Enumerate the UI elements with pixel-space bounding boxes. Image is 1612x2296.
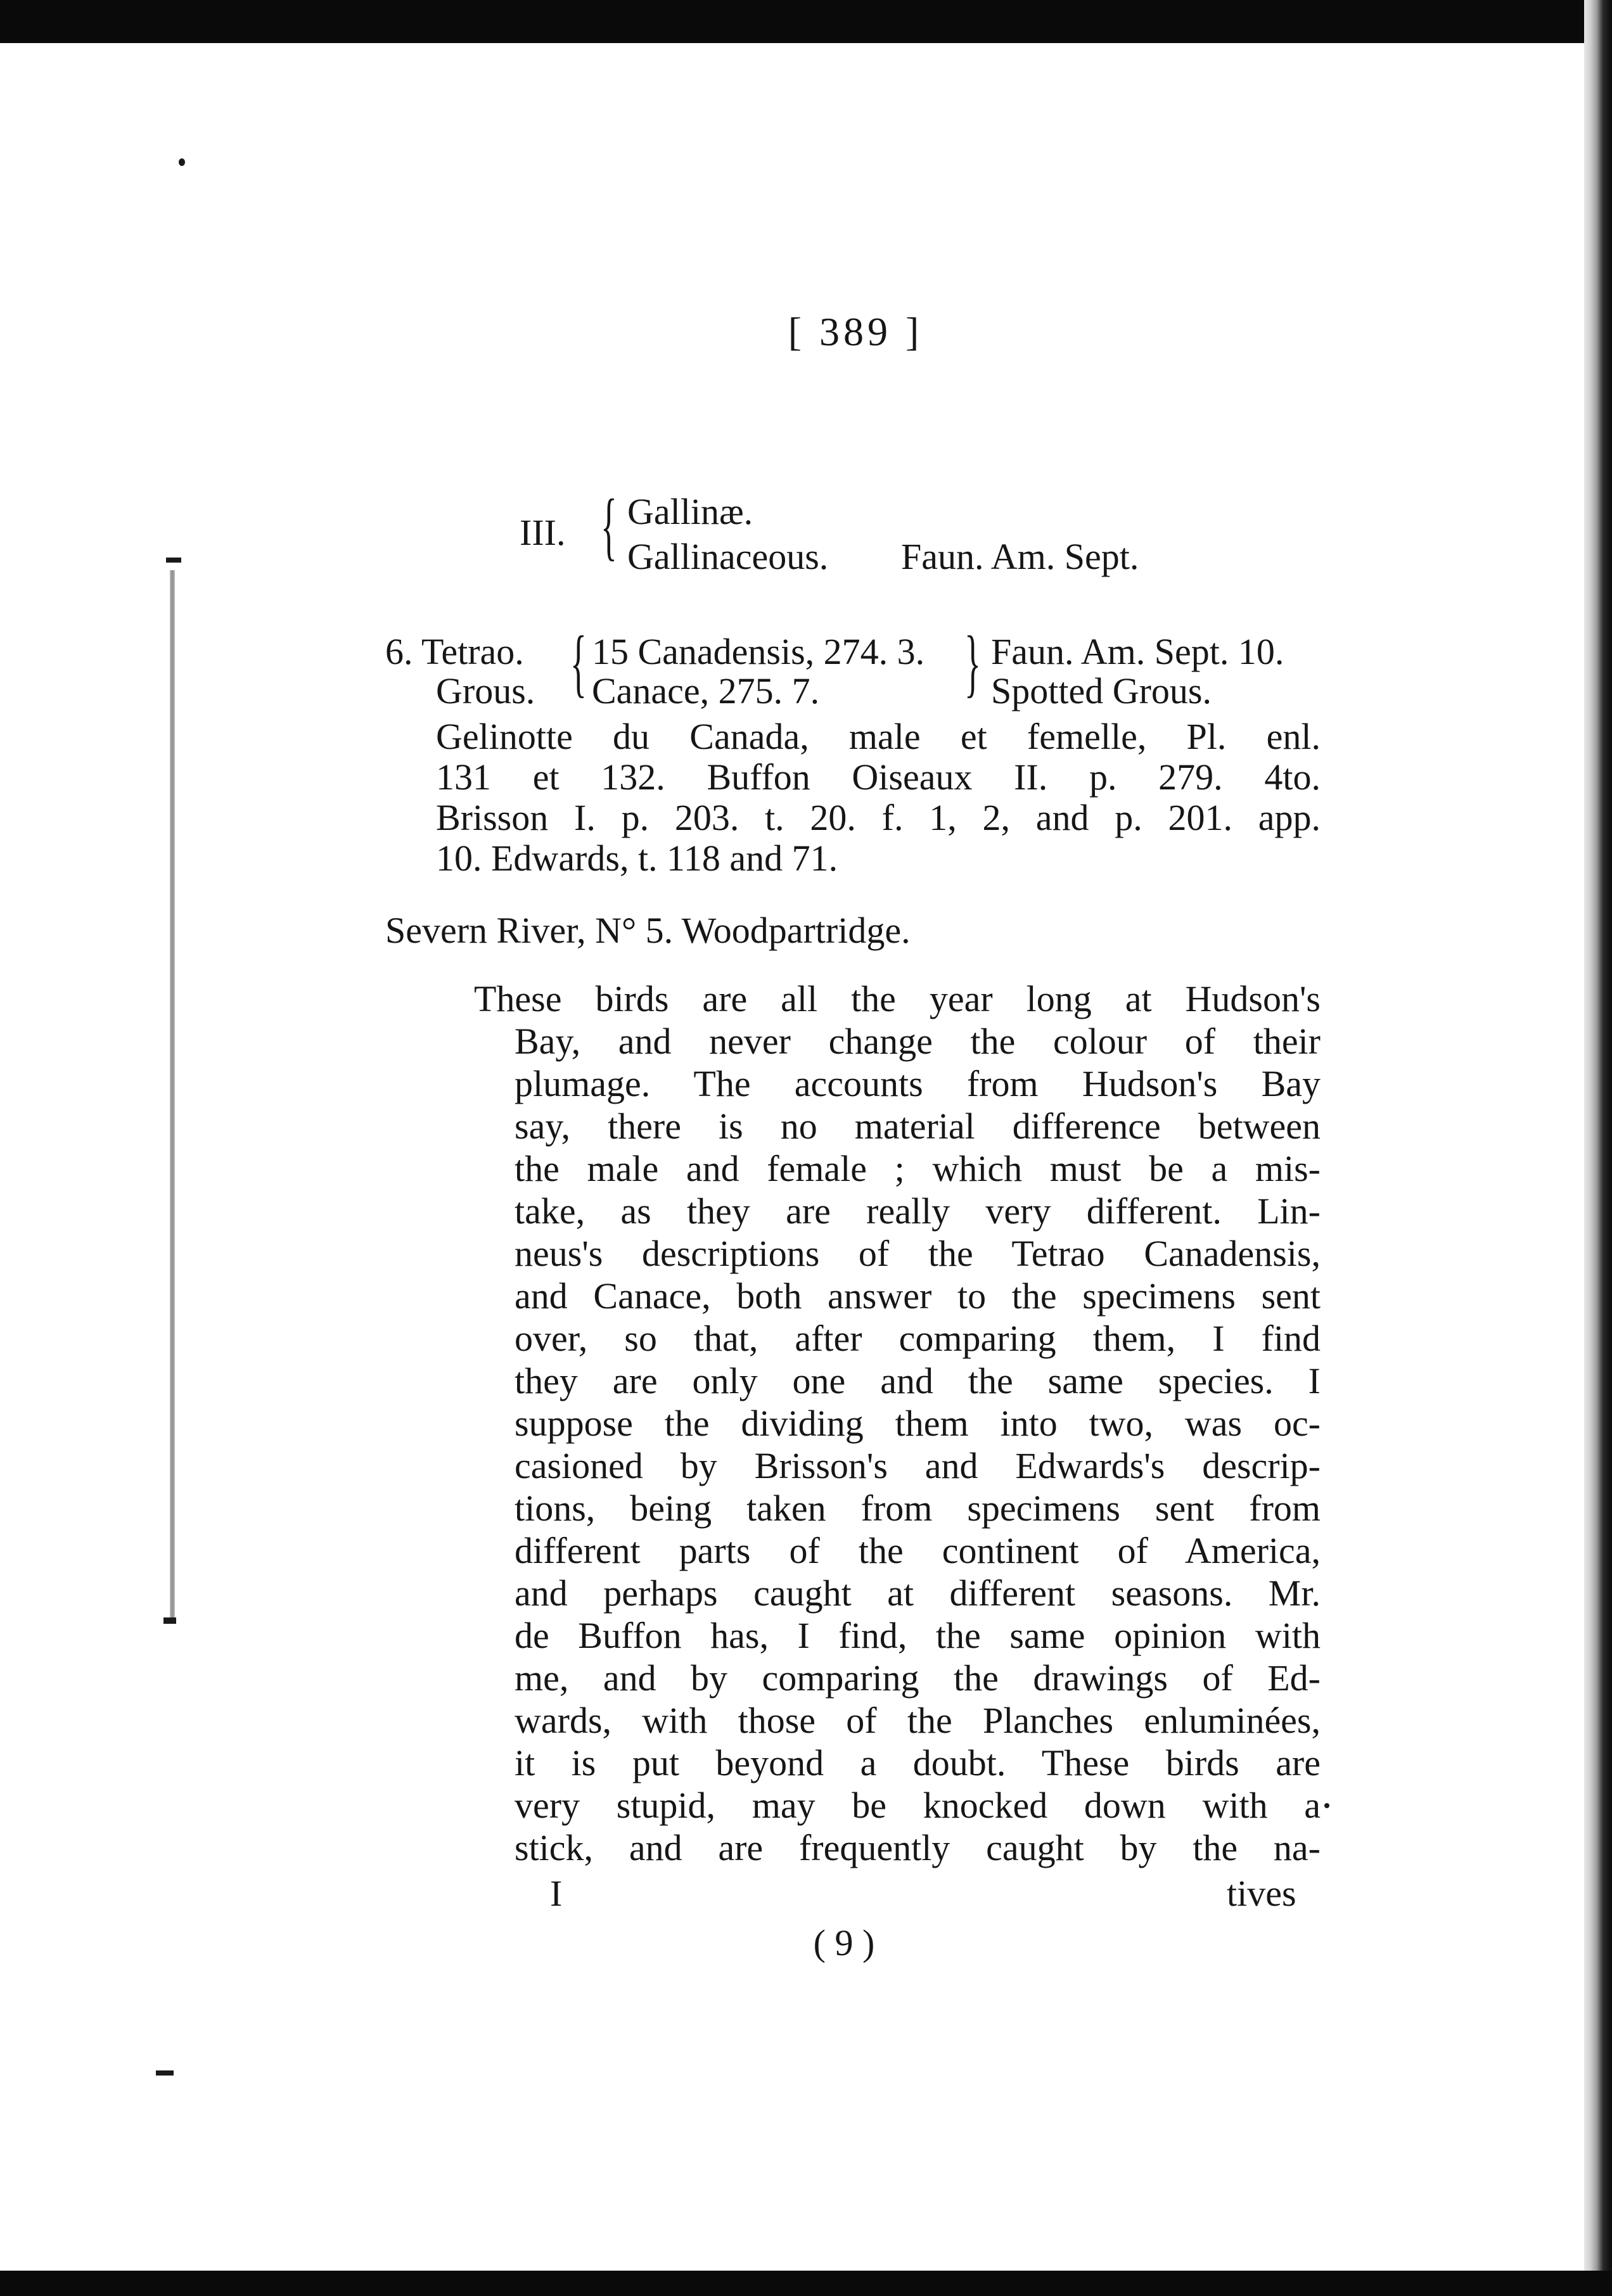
body-line: stick, and are frequently caught by the na-	[515, 1827, 1321, 1868]
margin-rule	[170, 570, 175, 1622]
order-brace-left: {	[601, 483, 617, 568]
ink-speck	[156, 2070, 174, 2076]
species-english-name: Spotted Grous.	[991, 670, 1212, 711]
genus-latin: 6. Tetrao.	[385, 631, 524, 672]
body-line: suppose the dividing them into two, was oc-	[515, 1403, 1321, 1444]
species-name-canace: Canace, 275. 7.	[592, 670, 820, 711]
scan-border-top	[0, 0, 1612, 25]
scan-border-right	[1584, 0, 1612, 2296]
order-reference: Faun. Am. Sept.	[901, 536, 1139, 577]
body-line: These birds are all the year long at Hudson's	[474, 978, 1321, 1019]
order-english-name: Gallinaceous.	[627, 536, 829, 577]
body-line: the male and female ; which must be a mis-	[515, 1148, 1321, 1189]
species-reference: Faun. Am. Sept. 10.	[991, 631, 1284, 672]
species-brace-right: }	[964, 620, 981, 705]
signature-mark: I	[550, 1873, 563, 1914]
ink-speck	[1324, 1803, 1329, 1808]
order-numeral: III.	[520, 512, 566, 553]
ink-speck	[179, 158, 185, 166]
body-line: it is put beyond a doubt. These birds are	[515, 1742, 1321, 1783]
body-line: very stupid, may be knocked down with a	[515, 1785, 1321, 1826]
scan-border-bottom	[0, 2271, 1612, 2296]
body-line: say, there is no material difference between	[515, 1106, 1321, 1147]
body-line: and Canace, both answer to the specimens sent	[515, 1275, 1321, 1317]
body-line: Bay, and never change the colour of their	[515, 1021, 1321, 1062]
synonymy-line: 10. Edwards, t. 118 and 71.	[436, 838, 838, 879]
body-line: casioned by Brisson's and Edwards's descrip-	[515, 1445, 1321, 1486]
body-line: wards, with those of the Planches enluminées,	[515, 1700, 1321, 1741]
catchword: tives	[1227, 1873, 1296, 1914]
body-line: tions, being taken from specimens sent from	[515, 1488, 1321, 1529]
body-line: over, so that, after comparing them, I find	[515, 1318, 1321, 1359]
synonymy-line: Brisson I. p. 203. t. 20. f. 1, 2, and p. 201. app.	[436, 797, 1321, 838]
ink-speck	[163, 1617, 176, 1624]
body-line: and perhaps caught at different seasons. Mr.	[515, 1572, 1321, 1614]
species-brace-left: {	[570, 620, 587, 705]
page-header: [ 389 ]	[788, 309, 923, 354]
body-line: different parts of the continent of America,	[515, 1530, 1321, 1571]
body-line: plumage. The accounts from Hudson's Bay	[515, 1063, 1321, 1104]
body-line: take, as they are really very different. Lin-	[515, 1190, 1321, 1232]
body-line: de Buffon has, I find, the same opinion with	[515, 1615, 1321, 1656]
order-latin-name: Gallinæ.	[627, 491, 753, 532]
body-line: me, and by comparing the drawings of Ed-	[515, 1657, 1321, 1699]
locality-line: Severn River, N° 5. Woodpartridge.	[385, 910, 911, 951]
synonymy-line: 131 et 132. Buffon Oiseaux II. p. 279. 4to.	[436, 756, 1321, 798]
synonymy-line: Gelinotte du Canada, male et femelle, Pl. enl.	[436, 716, 1321, 757]
page-footer: ( 9 )	[813, 1922, 875, 1963]
genus-english: Grous.	[436, 670, 535, 711]
ink-speck	[166, 558, 181, 563]
body-line: neus's descriptions of the Tetrao Canadensis,	[515, 1233, 1321, 1274]
species-name-canadensis: 15 Canadensis, 274. 3.	[592, 631, 925, 672]
body-line: they are only one and the same species. I	[515, 1360, 1321, 1401]
